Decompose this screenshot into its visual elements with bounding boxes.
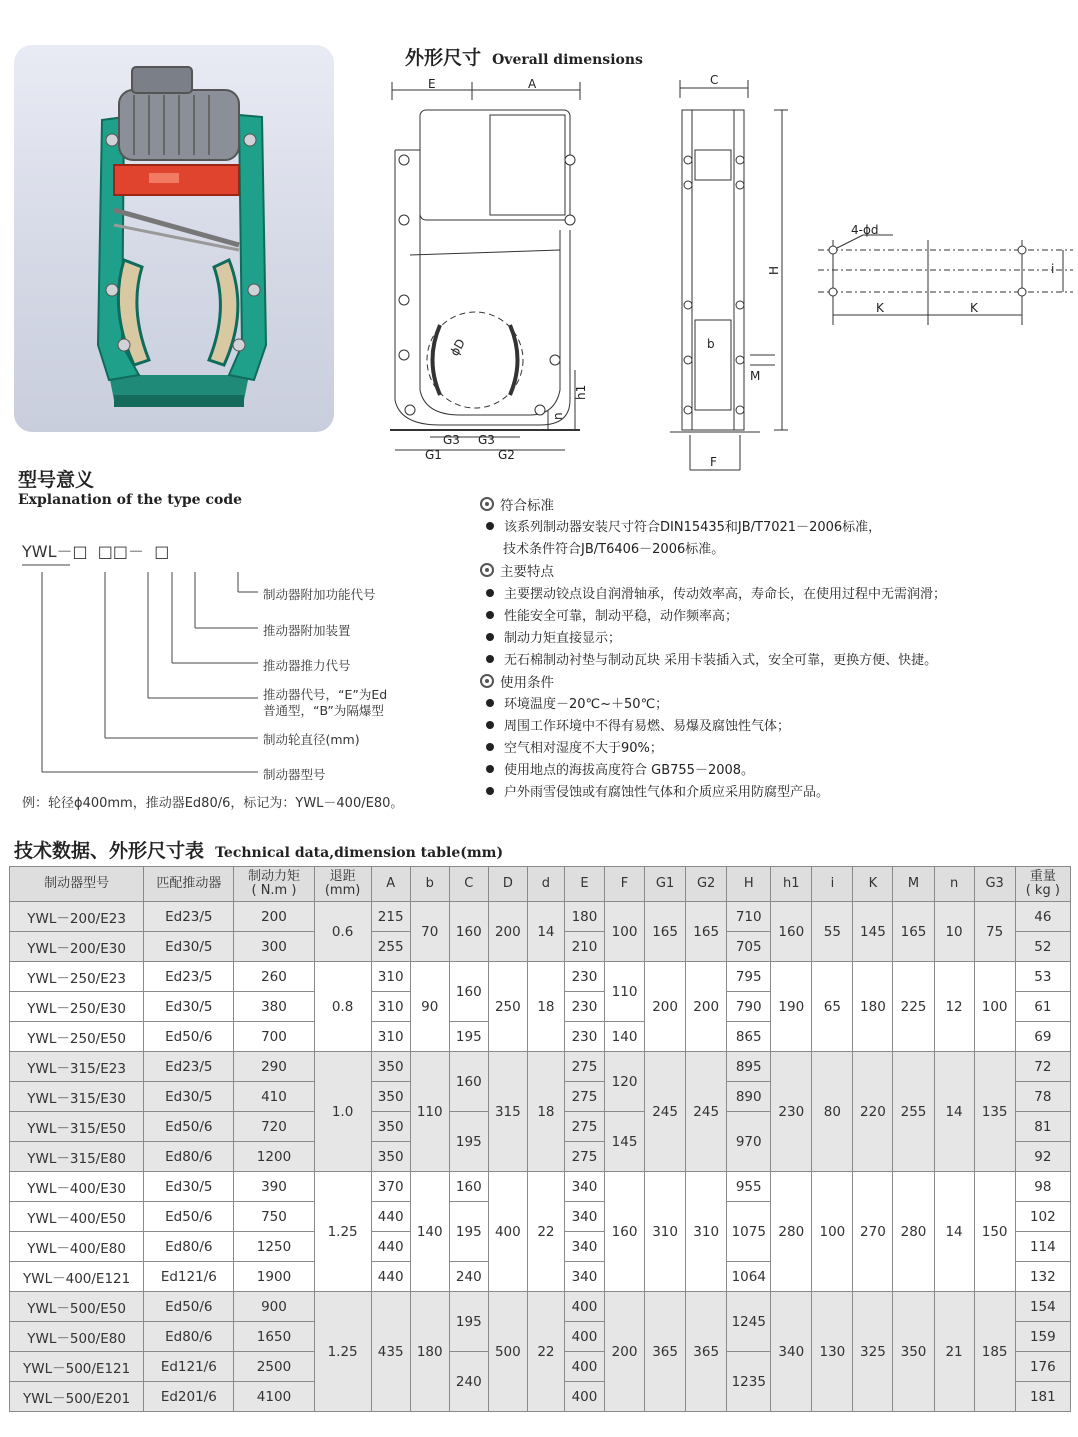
label-A: A (528, 77, 537, 91)
table-cell: YWL－500/E121 (10, 1352, 144, 1382)
dot-bullet-icon (486, 787, 494, 795)
type-code-title-en: Explanation of the type code (18, 492, 243, 508)
table-cell: 410 (234, 1082, 314, 1112)
label-C: C (710, 73, 719, 87)
table-cell: 92 (1015, 1142, 1070, 1172)
feature-item: 该系列制动器安装尺寸符合DIN15435和JB/T7021－2006标准， (480, 516, 881, 535)
table-cell: 300 (234, 932, 314, 962)
dot-bullet-icon (486, 589, 494, 597)
table-cell: 275 (564, 1052, 604, 1082)
type-code-leader-lines (20, 560, 260, 780)
header-weight: 重量 ( kg ) (1015, 867, 1070, 902)
table-cell: 310 (371, 962, 410, 992)
feature-item: 制动力矩直接显示； (480, 627, 621, 646)
table-cell: 350 (893, 1292, 934, 1412)
table-cell: 200 (234, 902, 314, 932)
table-cell: 61 (1015, 992, 1070, 1022)
table-cell: 310 (371, 992, 410, 1022)
header-actuator: 匹配推动器 (144, 867, 234, 902)
label-G3-right: G3 (478, 433, 495, 447)
table-cell: 895 (727, 1052, 771, 1082)
table-cell: 245 (645, 1052, 686, 1172)
table-cell: 390 (234, 1172, 314, 1202)
table-cell: 200 (488, 902, 527, 962)
table-cell: 255 (371, 932, 410, 962)
table-cell: 365 (686, 1292, 727, 1412)
table-cell: 160 (605, 1172, 645, 1292)
label-K-left: K (876, 301, 884, 315)
label-E: E (428, 77, 436, 91)
feature-section-standards: 符合标准 (480, 494, 554, 514)
table-cell: 10 (934, 902, 974, 962)
table-cell: 350 (371, 1112, 410, 1142)
header-M: M (893, 867, 934, 902)
table-cell: 200 (686, 962, 727, 1052)
table-cell: 275 (564, 1112, 604, 1142)
table-cell: 14 (527, 902, 564, 962)
front-view-drawing (380, 70, 605, 470)
table-cell: YWL－500/E201 (10, 1382, 144, 1412)
table-cell: 340 (564, 1172, 604, 1202)
table-cell: 280 (771, 1172, 812, 1292)
table-cell: Ed50/6 (144, 1022, 234, 1052)
label-phiD: ϕD (447, 336, 469, 359)
type-code-title-cn: 型号意义 (18, 469, 95, 491)
table-cell: 12 (934, 962, 974, 1052)
table-cell: 132 (1015, 1262, 1070, 1292)
table-cell: 72 (1015, 1052, 1070, 1082)
table-cell: 55 (812, 902, 853, 962)
label-M: M (750, 369, 761, 383)
table-cell: YWL－400/E121 (10, 1262, 144, 1292)
label-4-phi-d: 4-ϕd (851, 223, 879, 237)
dot-bullet-icon (486, 765, 494, 773)
table-cell: 150 (974, 1172, 1015, 1292)
table-cell: 46 (1015, 902, 1070, 932)
table-cell: 0.6 (314, 902, 371, 962)
table-cell: 500 (488, 1292, 527, 1412)
table-cell: 120 (605, 1052, 645, 1112)
table-cell: 795 (727, 962, 771, 992)
type-code-label-4a: 推动器代号，“E”为Ed (263, 687, 388, 702)
feature-item: 周围工作环境中不得有易燃、易爆及腐蚀性气体； (480, 715, 790, 734)
table-cell: 135 (974, 1052, 1015, 1172)
table-cell: 90 (410, 962, 449, 1052)
table-cell: 140 (410, 1172, 449, 1292)
ring-bullet-icon (480, 563, 494, 577)
feature-item: 户外雨雪侵蚀或有腐蚀性气体和介质应采用防腐型产品。 (480, 781, 829, 800)
feature-item: 无石棉制动衬垫与制动瓦块 采用卡装插入式，安全可靠，更换方便、快捷。 (480, 649, 937, 668)
table-cell: YWL－315/E80 (10, 1142, 144, 1172)
table-cell: 710 (727, 902, 771, 932)
table-cell: 195 (449, 1112, 488, 1172)
header-C: C (449, 867, 488, 902)
table-cell: 176 (1015, 1352, 1070, 1382)
table-cell: 195 (449, 1022, 488, 1052)
table-cell: 165 (686, 902, 727, 962)
table-cell: YWL－200/E23 (10, 902, 144, 932)
table-cell: 1064 (727, 1262, 771, 1292)
table-cell: 280 (893, 1172, 934, 1292)
table-cell: 220 (853, 1052, 893, 1172)
type-code-example: 例：轮径ϕ400mm，推动器Ed80/6，标记为：YWL－400/E80。 (22, 796, 404, 811)
table-cell: 21 (934, 1292, 974, 1412)
table-cell: 700 (234, 1022, 314, 1052)
table-title-en: Technical data,dimension table(mm) (215, 845, 504, 861)
table-cell: 14 (934, 1172, 974, 1292)
product-photo (14, 45, 334, 432)
table-cell: 160 (771, 902, 812, 962)
label-i: i (1051, 262, 1055, 276)
table-cell: 185 (974, 1292, 1015, 1412)
table-cell: 900 (234, 1292, 314, 1322)
table-row (10, 1172, 1071, 1202)
table-cell: 110 (605, 962, 645, 1022)
table-cell: 98 (1015, 1172, 1070, 1202)
header-K: K (853, 867, 893, 902)
table-cell: 865 (727, 1022, 771, 1052)
label-h1: h1 (574, 384, 588, 400)
table-cell: 165 (893, 902, 934, 962)
table-row (10, 1052, 1071, 1082)
table-cell: 750 (234, 1202, 314, 1232)
table-cell: 255 (893, 1052, 934, 1172)
feature-item: 技术条件符合JB/T6406－2006标准。 (503, 542, 725, 557)
brake-illustration (14, 45, 334, 432)
table-cell: 350 (371, 1082, 410, 1112)
header-G2: G2 (686, 867, 727, 902)
table-cell: 230 (564, 962, 604, 992)
table-cell: 195 (449, 1202, 488, 1262)
base-hole-drawing (818, 220, 1073, 330)
table-title-cn: 技术数据、外形尺寸表 (14, 840, 205, 862)
table-cell: Ed23/5 (144, 962, 234, 992)
header-G1: G1 (645, 867, 686, 902)
table-cell: 145 (605, 1112, 645, 1172)
dot-bullet-icon (486, 655, 494, 663)
table-cell: YWL－500/E80 (10, 1322, 144, 1352)
table-header-row (10, 867, 1071, 902)
dimensions-title-en: Overall dimensions (492, 52, 643, 68)
table-cell: 275 (564, 1082, 604, 1112)
table-heading (14, 836, 503, 863)
table-cell: 180 (410, 1292, 449, 1412)
table-cell: 215 (371, 902, 410, 932)
table-cell: 340 (564, 1232, 604, 1262)
table-cell: 970 (727, 1112, 771, 1172)
table-cell: 315 (488, 1052, 527, 1172)
table-cell: YWL－400/E50 (10, 1202, 144, 1232)
table-cell: 70 (410, 902, 449, 962)
table-cell: 340 (771, 1292, 812, 1412)
table-cell: 18 (527, 962, 564, 1052)
label-b: b (707, 337, 715, 351)
table-cell: 310 (371, 1022, 410, 1052)
header-n: n (934, 867, 974, 902)
table-cell: 100 (605, 902, 645, 962)
type-code-label-3: 推动器推力代号 (263, 658, 351, 673)
table-cell: 440 (371, 1232, 410, 1262)
table-cell: 790 (727, 992, 771, 1022)
table-cell: 250 (488, 962, 527, 1052)
table-row (10, 1292, 1071, 1322)
table-cell: YWL－200/E30 (10, 932, 144, 962)
table-cell: Ed201/6 (144, 1382, 234, 1412)
table-cell: 1.25 (314, 1292, 371, 1412)
table-cell: 100 (812, 1172, 853, 1292)
table-cell: YWL－500/E50 (10, 1292, 144, 1322)
table-cell: 955 (727, 1172, 771, 1202)
table-row (10, 902, 1071, 932)
table-cell: 400 (564, 1382, 604, 1412)
table-cell: YWL－315/E30 (10, 1082, 144, 1112)
table-row (10, 962, 1071, 992)
label-n: n (551, 412, 565, 420)
table-cell: 165 (645, 902, 686, 962)
table-cell: 230 (564, 1022, 604, 1052)
feature-item: 使用地点的海拔高度符合 GB755－2008。 (480, 759, 754, 778)
table-cell: 2500 (234, 1352, 314, 1382)
table-cell: 1075 (727, 1202, 771, 1262)
label-G3-left: G3 (443, 433, 460, 447)
header-G3: G3 (974, 867, 1015, 902)
table-cell: 350 (371, 1142, 410, 1172)
table-cell: 230 (564, 992, 604, 1022)
type-code-label-4b: 普通型，“B”为隔爆型 (263, 703, 384, 718)
header-D: D (488, 867, 527, 902)
table-cell: YWL－250/E50 (10, 1022, 144, 1052)
table-cell: 400 (564, 1292, 604, 1322)
table-cell: 180 (564, 902, 604, 932)
table-cell: 890 (727, 1082, 771, 1112)
header-retreat: 退距 (mm) (314, 867, 371, 902)
table-cell: 22 (527, 1172, 564, 1292)
header-A: A (371, 867, 410, 902)
table-cell: 310 (686, 1172, 727, 1292)
table-cell: 0.8 (314, 962, 371, 1052)
table-cell: 4100 (234, 1382, 314, 1412)
technical-data-table (9, 866, 1071, 1412)
feature-item: 主要摆动铰点设自润滑轴承，传动效率高，寿命长，在使用过程中无需润滑； (480, 583, 946, 602)
dot-bullet-icon (486, 522, 494, 530)
table-cell: 400 (488, 1172, 527, 1292)
table-cell: 160 (449, 962, 488, 1022)
header-F: F (605, 867, 645, 902)
table-cell: Ed23/5 (144, 1052, 234, 1082)
header-i: i (812, 867, 853, 902)
table-cell: 365 (645, 1292, 686, 1412)
table-cell: 14 (934, 1052, 974, 1172)
ring-bullet-icon (480, 497, 494, 511)
label-K-right: K (970, 301, 978, 315)
table-cell: 380 (234, 992, 314, 1022)
table-cell: 181 (1015, 1382, 1070, 1412)
table-cell: 195 (449, 1292, 488, 1352)
table-cell: YWL－400/E80 (10, 1232, 144, 1262)
table-cell: 53 (1015, 962, 1070, 992)
table-cell: Ed30/5 (144, 932, 234, 962)
table-cell: 200 (605, 1292, 645, 1412)
table-cell: 350 (371, 1052, 410, 1082)
table-cell: 705 (727, 932, 771, 962)
type-code-label-1: 制动器附加功能代号 (263, 587, 376, 602)
dot-bullet-icon (486, 743, 494, 751)
dot-bullet-icon (486, 721, 494, 729)
dot-bullet-icon (486, 633, 494, 641)
table-cell: 245 (686, 1052, 727, 1172)
table-cell: 1.0 (314, 1052, 371, 1172)
table-cell: 145 (853, 902, 893, 962)
table-cell: Ed80/6 (144, 1322, 234, 1352)
table-cell: Ed30/5 (144, 1082, 234, 1112)
type-code-label-2: 推动器附加装置 (263, 623, 351, 638)
table-cell: Ed50/6 (144, 1202, 234, 1232)
table-cell: 1.25 (314, 1172, 371, 1292)
table-cell: 1250 (234, 1232, 314, 1262)
header-torque: 制动力矩 ( N.m ) (234, 867, 314, 902)
table-cell: 100 (974, 962, 1015, 1052)
table-cell: 340 (564, 1202, 604, 1232)
table-cell: 275 (564, 1142, 604, 1172)
table-cell: YWL－315/E50 (10, 1112, 144, 1142)
table-cell: Ed121/6 (144, 1262, 234, 1292)
feature-item: 环境温度－20℃~＋50℃； (480, 693, 668, 712)
feature-item: 性能安全可靠，制动平稳，动作频率高； (480, 605, 738, 624)
table-cell: 75 (974, 902, 1015, 962)
table-cell: 440 (371, 1262, 410, 1292)
header-h1: h1 (771, 867, 812, 902)
table-cell: 440 (371, 1202, 410, 1232)
table-cell: 180 (853, 962, 893, 1052)
dot-bullet-icon (486, 699, 494, 707)
table-cell: 400 (564, 1322, 604, 1352)
dot-bullet-icon (486, 611, 494, 619)
header-d: d (527, 867, 564, 902)
table-cell: 720 (234, 1112, 314, 1142)
table-cell: 210 (564, 932, 604, 962)
table-cell: 154 (1015, 1292, 1070, 1322)
table-cell: 65 (812, 962, 853, 1052)
table-cell: 114 (1015, 1232, 1070, 1262)
table-cell: YWL－250/E30 (10, 992, 144, 1022)
table-cell: Ed50/6 (144, 1112, 234, 1142)
table-cell: Ed50/6 (144, 1292, 234, 1322)
table-cell: 1245 (727, 1292, 771, 1352)
table-cell: 22 (527, 1292, 564, 1412)
table-cell: Ed23/5 (144, 902, 234, 932)
header-H: H (727, 867, 771, 902)
table-cell: 190 (771, 962, 812, 1052)
table-cell: 260 (234, 962, 314, 992)
table-cell: 1650 (234, 1322, 314, 1352)
table-cell: 130 (812, 1292, 853, 1412)
label-G1: G1 (425, 448, 442, 462)
table-cell: 200 (645, 962, 686, 1052)
table-cell: 290 (234, 1052, 314, 1082)
table-cell: 1900 (234, 1262, 314, 1292)
table-cell: 159 (1015, 1322, 1070, 1352)
table-cell: 1235 (727, 1352, 771, 1412)
table-cell: 18 (527, 1052, 564, 1172)
table-cell: 1200 (234, 1142, 314, 1172)
table-cell: YWL－400/E30 (10, 1172, 144, 1202)
table-cell: Ed121/6 (144, 1352, 234, 1382)
table-cell: 102 (1015, 1202, 1070, 1232)
dimensions-title-cn: 外形尺寸 (405, 47, 482, 69)
table-cell: 160 (449, 1052, 488, 1112)
table-cell: 310 (645, 1172, 686, 1292)
table-cell: YWL－315/E23 (10, 1052, 144, 1082)
table-cell: 52 (1015, 932, 1070, 962)
header-model: 制动器型号 (10, 867, 144, 902)
table-cell: 160 (449, 902, 488, 962)
table-cell: 370 (371, 1172, 410, 1202)
table-cell: Ed30/5 (144, 992, 234, 1022)
table-cell: 435 (371, 1292, 410, 1412)
table-cell: Ed30/5 (144, 1172, 234, 1202)
table-cell: 400 (564, 1352, 604, 1382)
feature-section-main: 主要特点 (480, 560, 554, 580)
feature-item: 空气相对湿度不大于90%； (480, 737, 663, 756)
table-cell: 110 (410, 1052, 449, 1172)
table-cell: 80 (812, 1052, 853, 1172)
table-cell: 81 (1015, 1112, 1070, 1142)
table-cell: Ed80/6 (144, 1142, 234, 1172)
dimensions-heading (405, 43, 643, 70)
label-H: H (767, 265, 781, 275)
label-F: F (710, 455, 717, 469)
table-cell: 240 (449, 1352, 488, 1412)
table-cell: 230 (771, 1052, 812, 1172)
label-G2: G2 (498, 448, 515, 462)
header-b: b (410, 867, 449, 902)
table-cell: 270 (853, 1172, 893, 1292)
ring-bullet-icon (480, 674, 494, 688)
type-code-label-6: 制动器型号 (263, 767, 326, 782)
table-cell: 325 (853, 1292, 893, 1412)
table-cell: 225 (893, 962, 934, 1052)
feature-section-conditions: 使用条件 (480, 671, 554, 691)
type-code-label-5: 制动轮直径(mm) (263, 732, 360, 747)
table-cell: Ed80/6 (144, 1232, 234, 1262)
header-E: E (564, 867, 604, 902)
table-cell: 78 (1015, 1082, 1070, 1112)
table-cell: YWL－250/E23 (10, 962, 144, 992)
table-cell: 69 (1015, 1022, 1070, 1052)
table-cell: 240 (449, 1262, 488, 1292)
table-cell: 340 (564, 1262, 604, 1292)
table-cell: 140 (605, 1022, 645, 1052)
side-view-drawing (670, 70, 800, 475)
type-code-string: YWL－□ □□－ □ (22, 542, 170, 561)
table-cell: 160 (449, 1172, 488, 1202)
